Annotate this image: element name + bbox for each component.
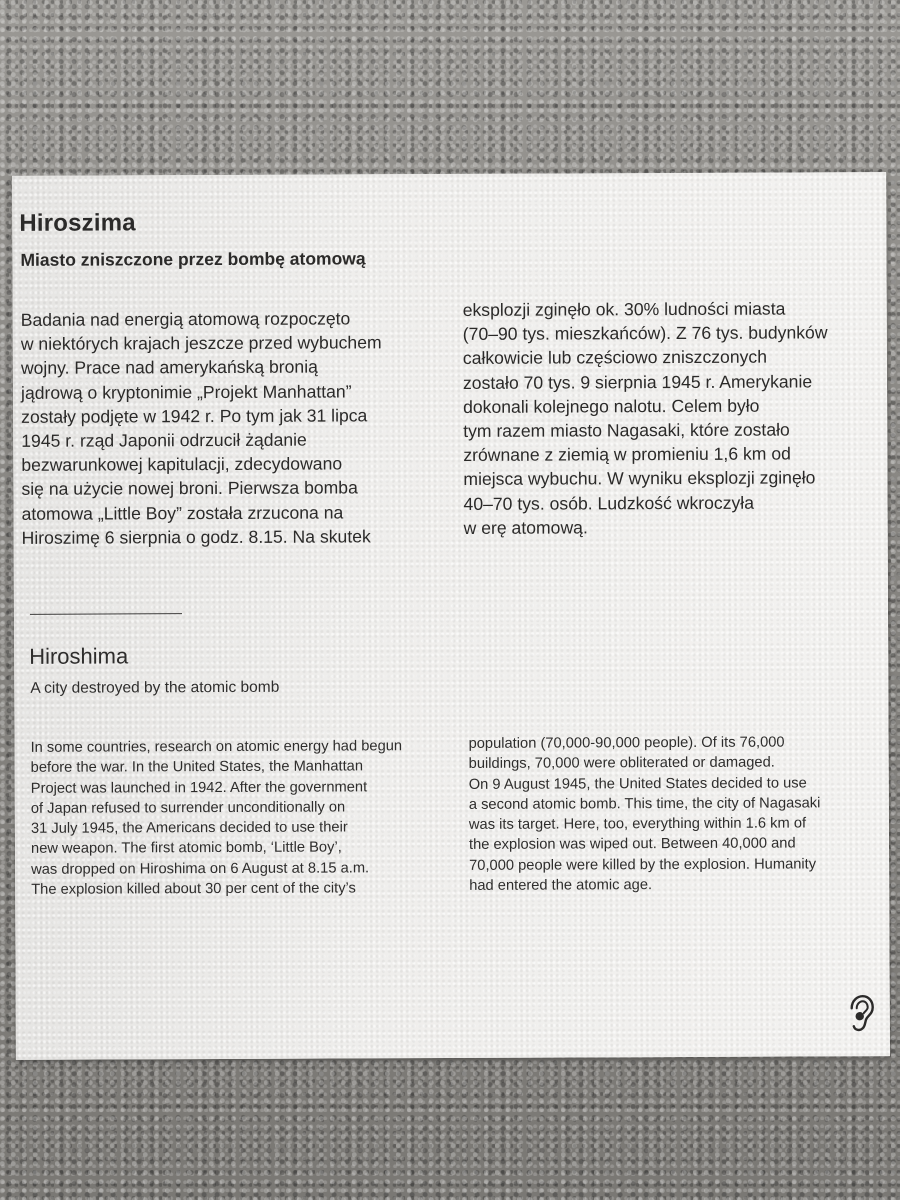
museum-plaque — [12, 172, 890, 1060]
plaque-subtitle-english: A city destroyed by the atomic bomb — [30, 678, 280, 697]
polish-text-column-right: eksplozji zginęło ok. 30% ludności miasta (70–90 tys. mieszkańców). Z 76 tys. budynków całkowicie lub częściowo zniszczonych zostało 70 tys. 9 sierpnia 1945 r. Amerykanie dokonali kolejnego nalotu. Celem było tym razem miasto Nagasaki, które zostało zrównane z ziemią w promieniu 1,6 km od miejsca wybuchu. W wyniku eksplozji zginęło 40–70 tys. osób. Ludzkość wkroczyła w erę atomową. — [462, 298, 828, 538]
polish-text-column-left: Badania nad energią atomową rozpoczęto w niektórych krajach jeszcze przed wybuchem wojny. Prace nad amerykańską bronią jądrową o kryptonimie „Projekt Manhattan” zostały podjęte w 1942 r. Po tym jak 31 lipca 1945 r. rząd Japonii odrzucił żądanie bezwarunkowej kapitulacji, zdecydowano się na użycie nowej broni. Pierwsza bomba atomowa „Little Boy” została zrzucona na Hiroszimę 6 sierpnia o godz. 8.15. Na skutek — [20, 308, 382, 548]
plaque-subtitle-polish: Miasto zniszczone przez bombę atomową — [20, 248, 366, 270]
section-divider — [30, 613, 182, 615]
ear-audio-guide-icon — [846, 994, 876, 1032]
plaque-title-polish: Hiroszima — [19, 209, 136, 237]
english-text-column-right: population (70,000-90,000 people). Of its 76,000 buildings, 70,000 were obliterated or damaged. On 9 August 1945, the United States decided to use a second atomic bomb. This time, the city of Nagasaki was its target. Here, too, everything within 1.6 km of the explosion was wiped out. Between 40,000 and 70,000 people were killed by the explosion. Humanity had entered the atomic age. — [468, 734, 821, 895]
plaque-title-english: Hiroshima — [29, 643, 129, 669]
english-text-column-left: In some countries, research on atomic energy had begun before the war. In the United States, the Manhattan Project was launched in 1942. After the government of Japan refused to surrender unconditionally on 31 July 1945, the Americans decided to use their new weapon. The first atomic bomb, ‘Little Boy’, was dropped on Hiroshima on 6 August at 8.15 a.m. The explosion killed about 30 per cent of the city’s — [30, 738, 403, 898]
